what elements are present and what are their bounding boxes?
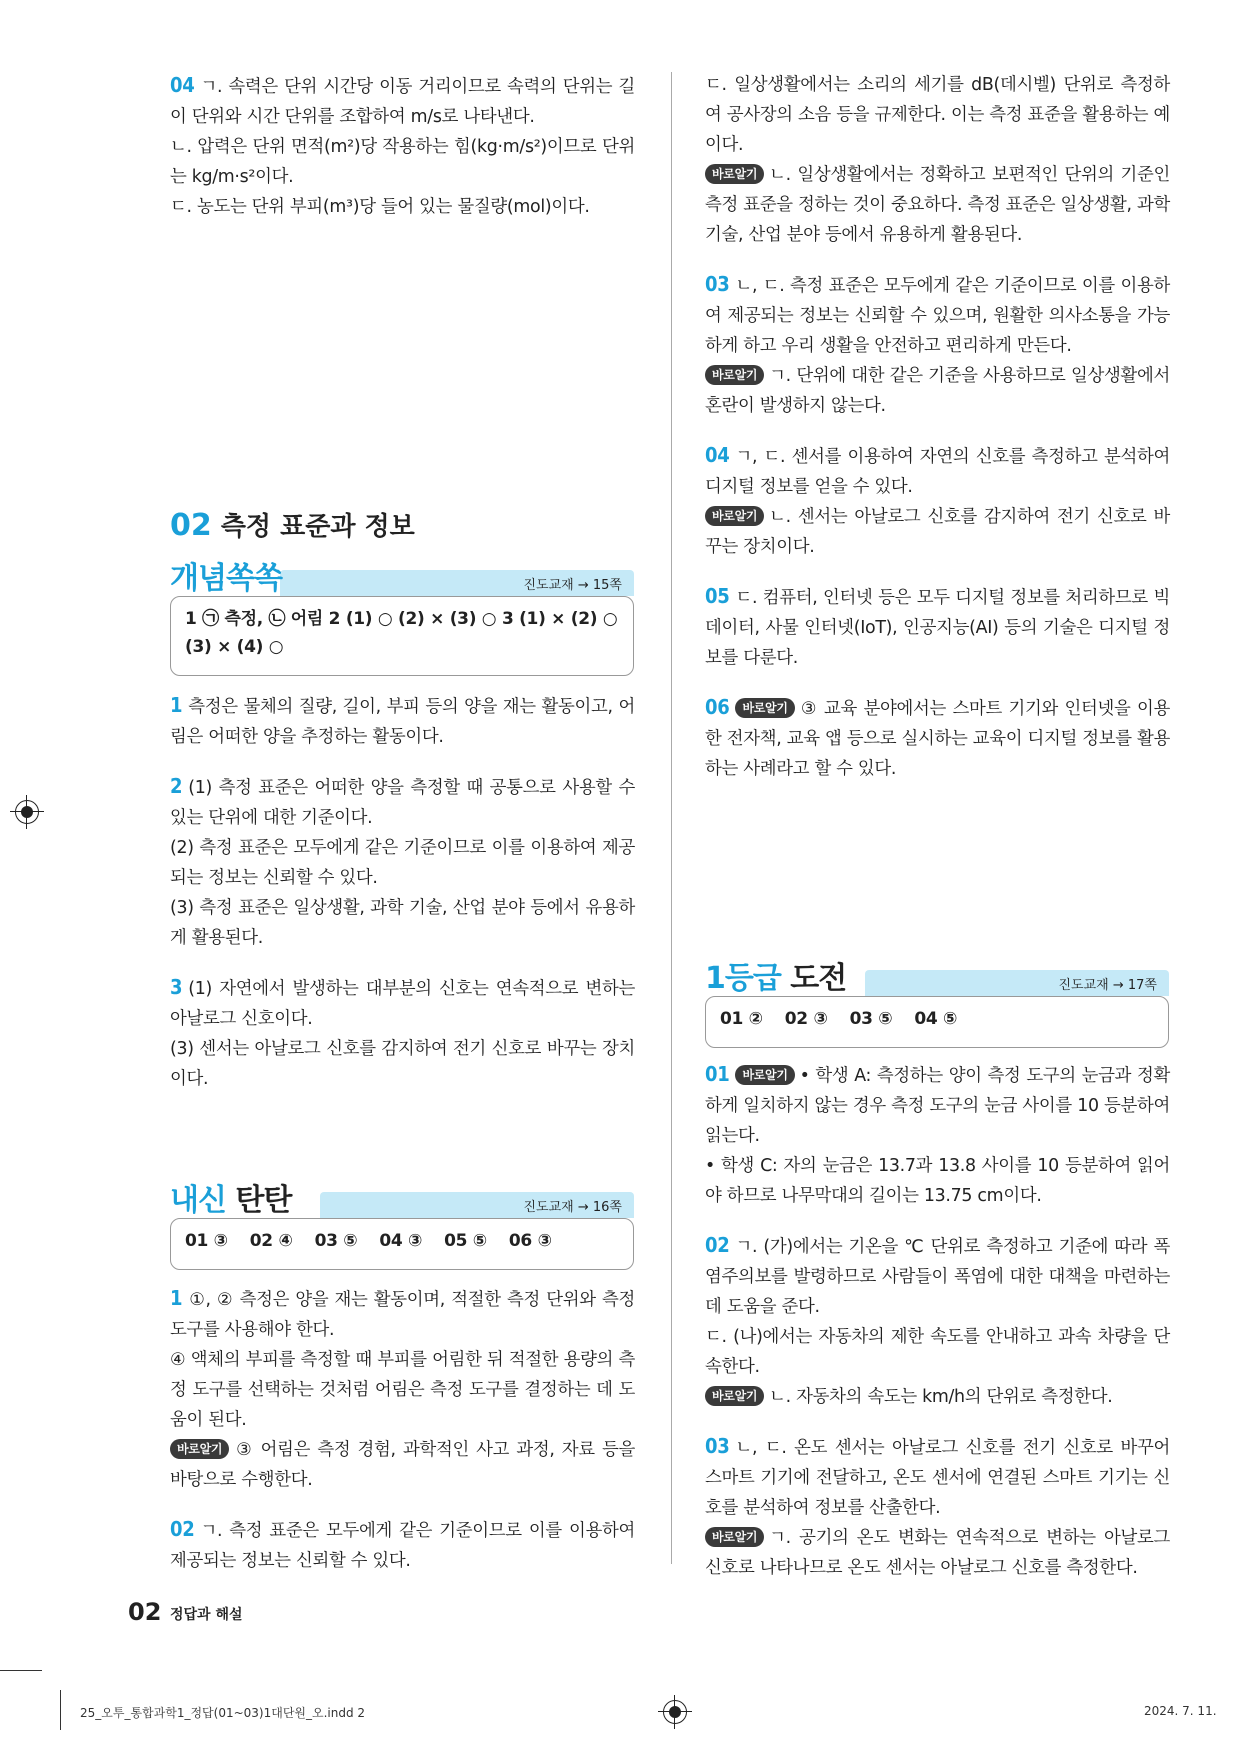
naesin-tag: 내신 탄탄: [170, 1183, 292, 1218]
concept-answers-line1: 1 ㉠ 측정, ㉡ 어림 2 (1) ○ (2) × (3) ○ 3 (1) × (2) ○: [185, 609, 618, 629]
answer-04-barolalgi: 바로알기 ㄴ. 센서는 아날로그 신호를 감지하여 전기 신호로 바꾸는 장치이다.: [705, 507, 1170, 557]
naesin-expl-1: 1 ①, ② 측정은 양을 재는 활동이며, 적절한 측정 단위와 측정 도구를 사용해야 한다.: [170, 1286, 635, 1340]
answer-04: 04 ㄱ. 속력은 단위 시간당 이동 거리이므로 속력의 단위는 길이 단위와 시간 단위를 조합하여 m/s로 나타낸다.: [170, 73, 635, 127]
crop-mark: [0, 1670, 42, 1671]
barolalgi-badge: 바로알기: [705, 164, 764, 184]
naesin-expl-02: 02 ㄱ. 측정 표준은 모두에게 같은 기준이므로 이를 이용하여 제공되는 정보는 신뢰할 수 있다.: [170, 1517, 635, 1571]
grade-expl-03-barolalgi: 바로알기 ㄱ. 공기의 온도 변화는 연속적으로 변하는 아날로그 신호로 나타나므로 온도 센서는 아날로그 신호를 측정한다.: [705, 1528, 1170, 1578]
textbook-ref: 진도교재 → 15쪽: [523, 578, 622, 593]
concept-answers-line2: (3) × (4) ○: [185, 637, 284, 657]
concept-expl-3-p2: (3) 센서는 아날로그 신호를 감지하여 전기 신호로 바꾸는 장치이다.: [170, 1039, 635, 1089]
concept-tag: 개념쏙쏙: [170, 561, 282, 596]
grade-expl-02-barolalgi: 바로알기 ㄴ. 자동차의 속도는 km/h의 단위로 측정한다.: [705, 1382, 1170, 1412]
answer-02-cont: ㄷ. 일상생활에서는 소리의 세기를 dB(데시벨) 단위로 측정하여 공사장의 소음 등을 규제한다. 이는 측정 표준을 활용하는 예이다.: [705, 75, 1170, 155]
barolalgi-badge: 바로알기: [705, 506, 764, 526]
answer-03-barolalgi: 바로알기 ㄱ. 단위에 대한 같은 기준을 사용하므로 일상생활에서 혼란이 발생하지 않는다.: [705, 366, 1170, 416]
naesin-box-header: [170, 1184, 634, 1216]
left-top-block: [170, 70, 635, 222]
concept-box-header: [170, 562, 634, 594]
page-number: 02: [128, 1598, 162, 1626]
grade-box-header: [705, 962, 1169, 994]
textbook-ref: 진도교재 → 17쪽: [1058, 978, 1157, 993]
barolalgi-badge: 바로알기: [735, 698, 794, 718]
registration-mark-icon: [663, 1700, 687, 1724]
answer-item: 03 ⑤: [314, 1231, 358, 1251]
grade-explanations: [705, 1059, 1170, 1583]
concept-expl-2-p3: (3) 측정 표준은 일상생활, 과학 기술, 산업 분야 등에서 유용하게 활용된다.: [170, 898, 635, 948]
answer-item: 06 ③: [508, 1231, 552, 1251]
answer-06: 06 바로알기 ③ 교육 분야에서는 스마트 기기와 인터넷을 이용한 전자책, 교육 앱 등으로 실시하는 교육이 디지털 정보를 활용하는 사례라고 할 수 있다.: [705, 695, 1170, 779]
crop-mark: [60, 1690, 61, 1730]
answer-04-p2: ㄴ. 압력은 단위 면적(m²)당 작용하는 힘(kg·m/s²)이므로 단위는 kg/m·s²이다.: [170, 137, 635, 187]
grade-expl-03: 03 ㄴ, ㄷ. 온도 센서는 아날로그 신호를 전기 신호로 바꾸어 스마트 기기에 전달하고, 온도 센서에 연결된 스마트 기기는 신호를 분석하여 정보를 산출한다.: [705, 1434, 1170, 1518]
answer-item: 02 ③: [784, 1009, 828, 1029]
answer-item: 05 ⑤: [444, 1231, 487, 1251]
answer-05: 05 ㄷ. 컴퓨터, 인터넷 등은 모두 디지털 정보를 처리하므로 빅데이터, 사물 인터넷(IoT), 인공지능(AI) 등의 기술은 디지털 정보를 다룬다.: [705, 584, 1170, 668]
naesin-answer-box: [170, 1218, 634, 1270]
concept-expl-2: 2 (1) 측정 표준은 어떠한 양을 측정할 때 공통으로 사용할 수 있는 단위에 대한 기준이다.: [170, 774, 635, 828]
section-title: 02 측정 표준과 정보: [170, 508, 415, 543]
grade-expl-02-p2: ㄷ. (나)에서는 자동차의 제한 속도를 안내하고 과속 차량을 단속한다.: [705, 1327, 1170, 1377]
barolalgi-badge: 바로알기: [705, 1527, 764, 1547]
concept-answer-box: [170, 596, 634, 676]
answer-04-p3: ㄷ. 농도는 단위 부피(m³)당 들어 있는 물질량(mol)이다.: [170, 197, 590, 217]
answer-04: 04 ㄱ, ㄷ. 센서를 이용하여 자연의 신호를 측정하고 분석하여 디지털 정보를 얻을 수 있다.: [705, 443, 1170, 497]
answer-item: 02 ④: [249, 1231, 293, 1251]
textbook-ref: 진도교재 → 16쪽: [523, 1200, 622, 1215]
answer-item: 01 ③: [185, 1231, 228, 1251]
barolalgi-badge: 바로알기: [705, 365, 764, 385]
answer-item: 04 ⑤: [914, 1009, 958, 1029]
print-date: 2024. 7. 11.: [1144, 1704, 1217, 1718]
naesin-explanations: [170, 1283, 635, 1576]
footer-label: 정답과 해설: [170, 1607, 243, 1623]
concept-explanations: [170, 690, 635, 1094]
file-name: 25_오투_통합과학1_정답(01~03)1대단원_오.indd 2: [80, 1706, 366, 1720]
right-column-top: [705, 70, 1170, 784]
answer-03: 03 ㄴ, ㄷ. 측정 표준은 모두에게 같은 기준이므로 이를 이용하여 제공되는 정보는 신뢰할 수 있으며, 원활한 의사소통을 가능하게 하고 우리 생활을 안전하고 편리하게 만든다.: [705, 272, 1170, 356]
grade-expl-01: 01 바로알기 • 학생 A: 측정하는 양이 측정 도구의 눈금과 정확하게 일치하지 않는 경우 측정 도구의 눈금 사이를 10 등분하여 읽는다.: [705, 1062, 1170, 1146]
concept-expl-2-p2: (2) 측정 표준은 모두에게 같은 기준이므로 이를 이용하여 제공되는 정보는 신뢰할 수 있다.: [170, 838, 635, 888]
barolalgi-badge: 바로알기: [705, 1386, 764, 1406]
grade-answer-box: [705, 996, 1169, 1048]
naesin-expl-1-p2: ④ 액체의 부피를 측정할 때 부피를 어림한 뒤 적절한 용량의 측정 도구를 선택하는 것처럼 어림은 측정 도구를 결정하는 데 도움이 된다.: [170, 1350, 635, 1430]
grade-expl-02: 02 ㄱ. (가)에서는 기온을 ℃ 단위로 측정하고 기준에 따라 폭염주의보를 발령하므로 사람들이 폭염에 대한 대책을 마련하는 데 도움을 준다.: [705, 1233, 1170, 1317]
grade-tag: 1등급 도전: [705, 961, 847, 996]
answer-item: 01 ②: [720, 1009, 763, 1029]
grade-expl-01-p2: • 학생 C: 자의 눈금은 13.7과 13.8 사이를 10 등분하여 읽어야 하므로 나무막대의 길이는 13.75 cm이다.: [705, 1156, 1170, 1206]
concept-expl-1: 1 측정은 물체의 질량, 길이, 부피 등의 양을 재는 활동이고, 어림은 어떠한 양을 추정하는 활동이다.: [170, 693, 635, 747]
concept-expl-3: 3 (1) 자연에서 발생하는 대부분의 신호는 연속적으로 변하는 아날로그 신호이다.: [170, 975, 635, 1029]
registration-mark-icon: [15, 800, 39, 824]
barolalgi-badge: 바로알기: [170, 1439, 229, 1459]
answer-item: 04 ③: [379, 1231, 423, 1251]
column-divider: [671, 72, 672, 1564]
barolalgi-badge: 바로알기: [735, 1065, 794, 1085]
answer-02-barolalgi: 바로알기 ㄴ. 일상생활에서는 정확하고 보편적인 단위의 기준인 측정 표준을 정하는 것이 중요하다. 측정 표준은 일상생활, 과학 기술, 산업 분야 등에서 유용하게 활용된다.: [705, 165, 1170, 245]
naesin-expl-1-p3: 바로알기 ③ 어림은 측정 경험, 과학적인 사고 과정, 자료 등을 바탕으로 수행한다.: [170, 1440, 635, 1490]
answer-item: 03 ⑤: [849, 1009, 893, 1029]
